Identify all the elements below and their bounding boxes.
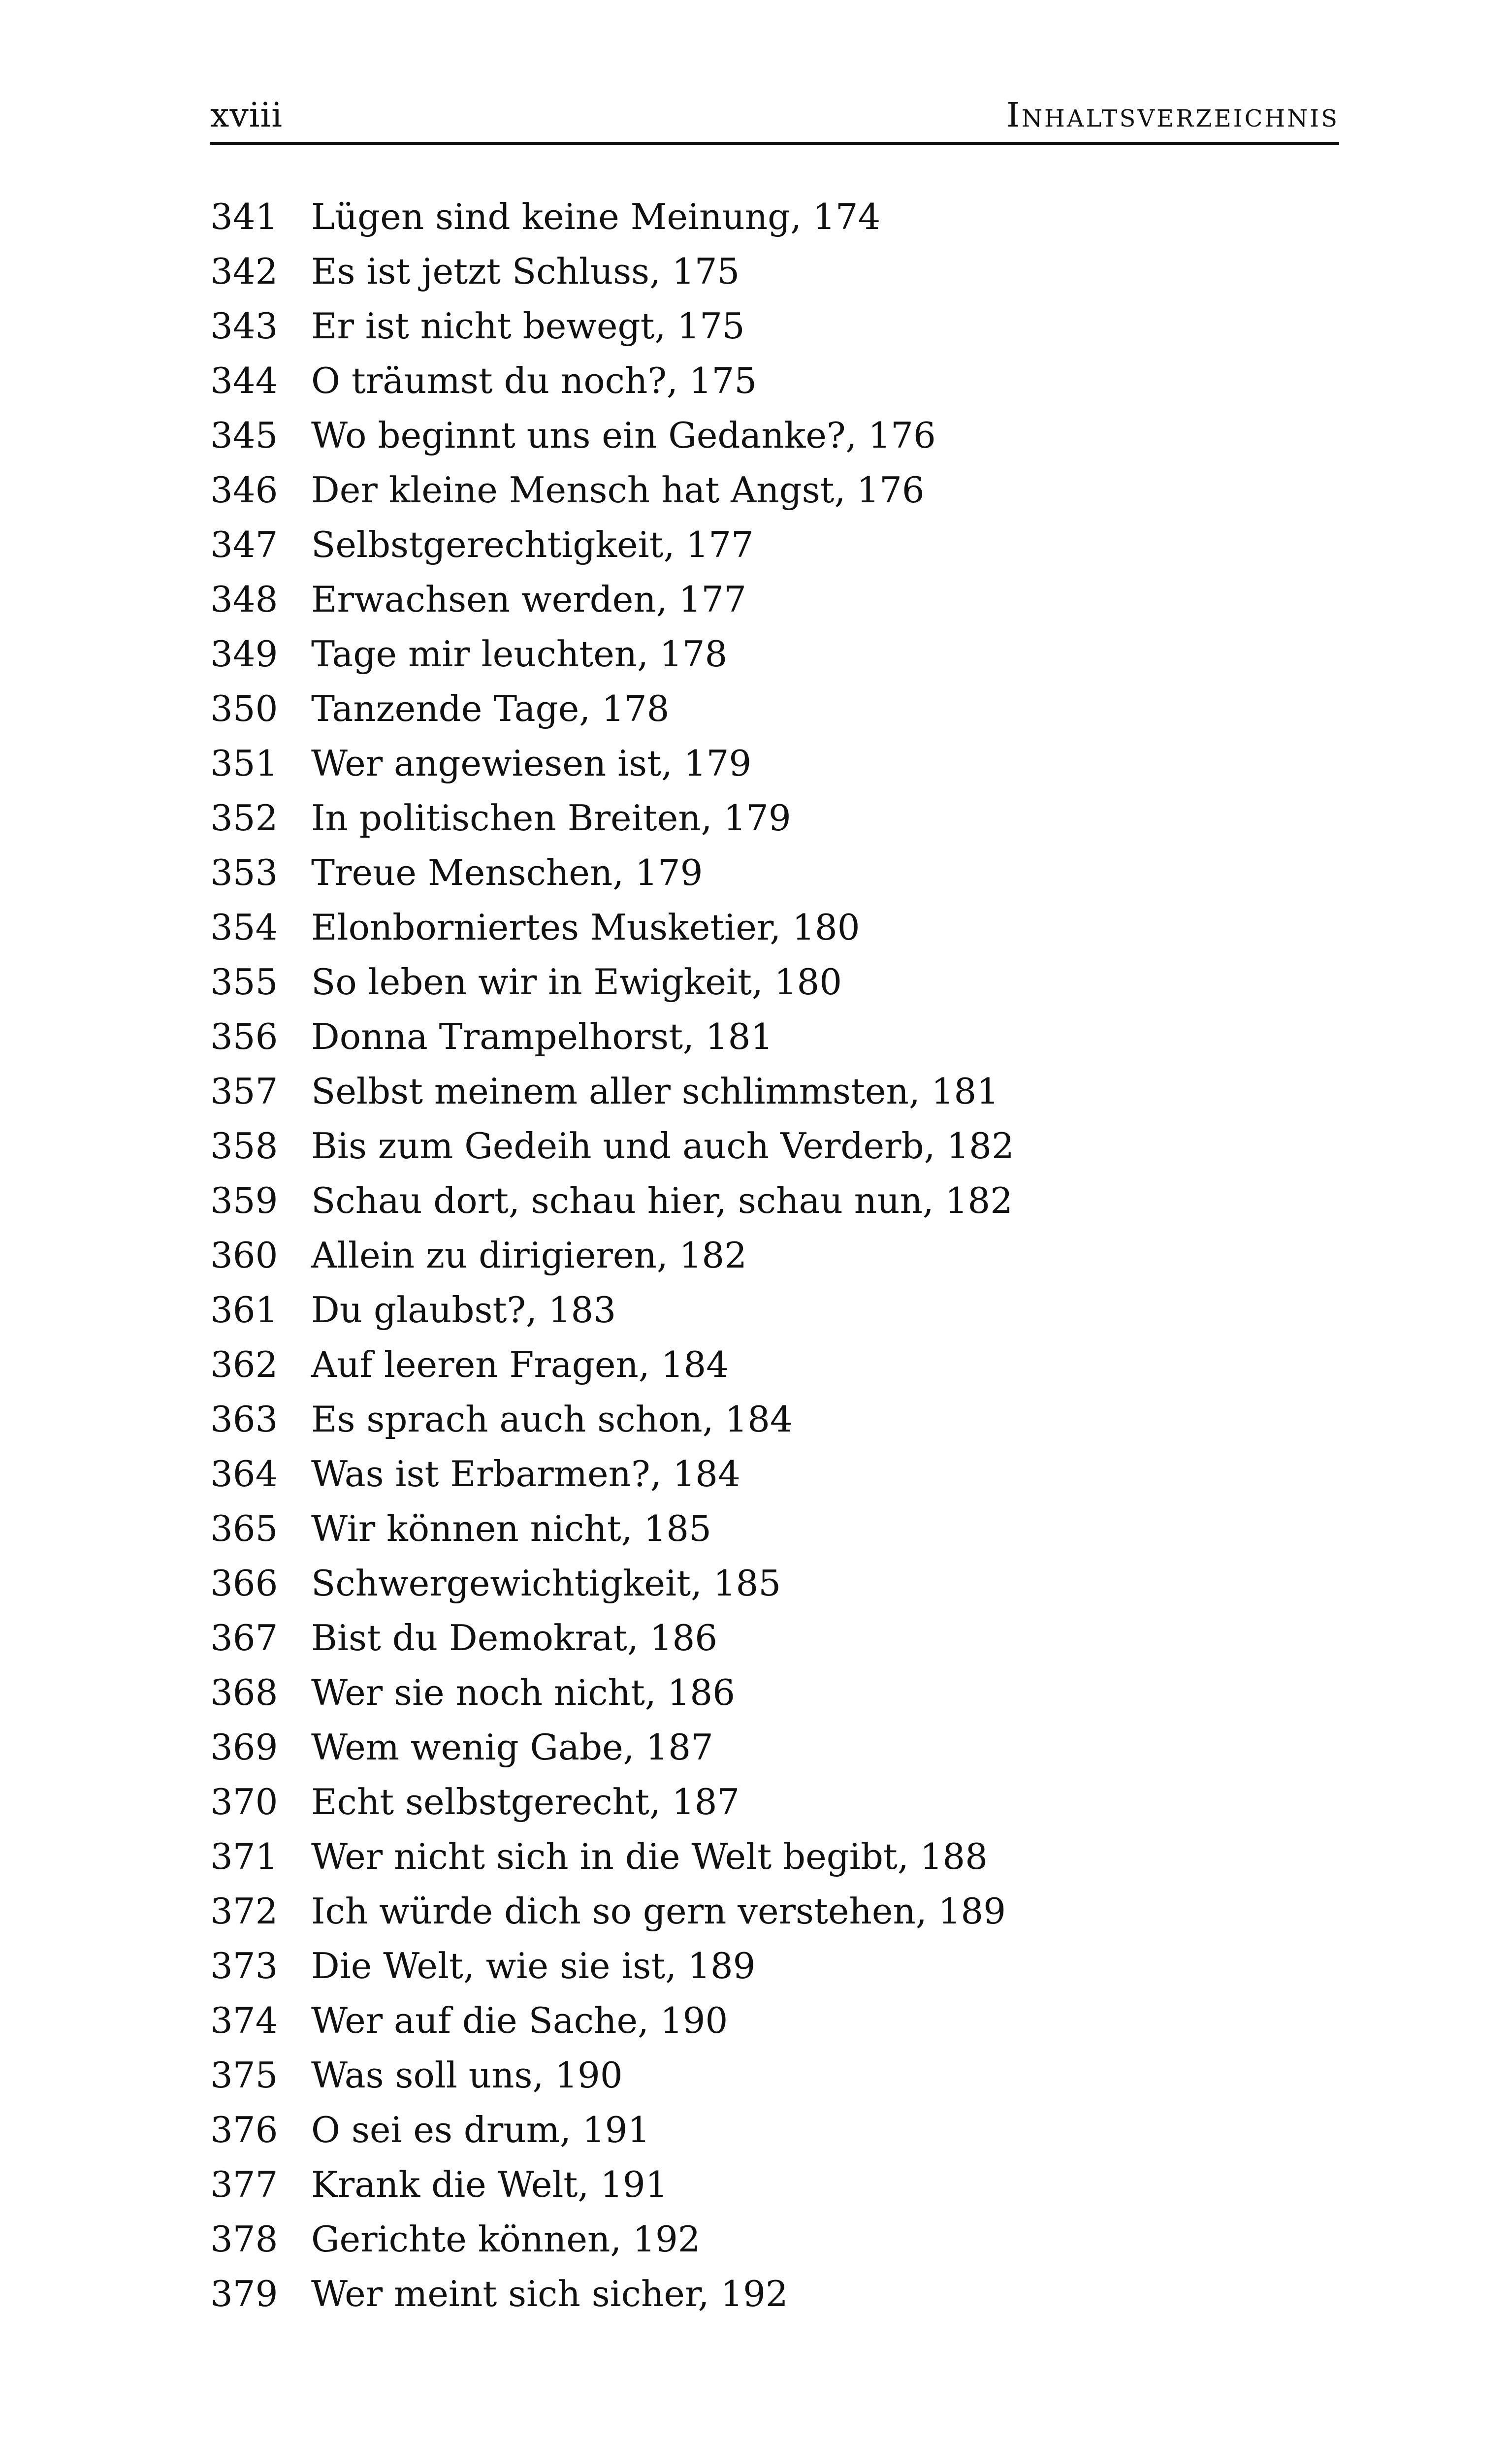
toc-entry — [210, 1173, 1339, 1228]
toc-entry-number: 363 — [210, 1399, 278, 1440]
toc-entry-title: Wo beginnt uns ein Gedanke?, 176 — [311, 415, 936, 456]
toc-entry-title: Treue Menschen, 179 — [311, 852, 703, 893]
toc-entry-number: 359 — [210, 1180, 278, 1221]
toc-entry — [210, 1829, 1339, 1884]
toc-entry-title: Tanzende Tage, 178 — [311, 688, 670, 729]
toc-entry-number: 352 — [210, 797, 278, 839]
toc-entry — [210, 1447, 1339, 1501]
toc-entry-title: Elonborniertes Musketier, 180 — [311, 907, 860, 948]
toc-entry-number: 375 — [210, 2054, 278, 2096]
toc-entry-title: Es sprach auch schon, 184 — [311, 1399, 793, 1440]
toc-entry — [210, 1993, 1339, 2048]
toc-entry-title: Krank die Welt, 191 — [311, 2164, 668, 2205]
toc-entry-number: 345 — [210, 415, 278, 456]
toc-entry-number: 341 — [210, 196, 278, 237]
toc-entry — [210, 627, 1339, 682]
toc-entry — [210, 2212, 1339, 2267]
toc-entry-number: 354 — [210, 907, 278, 948]
toc-entry — [210, 1884, 1339, 1939]
toc-entry-number: 346 — [210, 469, 278, 511]
toc-entry-title: Wer auf die Sache, 190 — [311, 2000, 728, 2041]
toc-entry-number: 347 — [210, 524, 278, 565]
toc-entry-number: 367 — [210, 1617, 278, 1659]
toc-entry-title: Was soll uns, 190 — [311, 2054, 623, 2096]
toc-entry-title: Er ist nicht bewegt, 175 — [311, 305, 745, 347]
toc-entry — [210, 408, 1339, 463]
page-number: xviii — [210, 96, 283, 135]
toc-entry-title: Bis zum Gedeih und auch Verderb, 182 — [311, 1125, 1014, 1167]
toc-entry-number: 360 — [210, 1235, 278, 1276]
toc-entry-title: Gerichte können, 192 — [311, 2218, 701, 2260]
toc-entry — [210, 1720, 1339, 1775]
toc-entry — [210, 1939, 1339, 1993]
toc-entry-title: Selbst meinem aller schlimmsten, 181 — [311, 1071, 999, 1112]
toc-entry — [210, 900, 1339, 955]
toc-entry-title: Der kleine Mensch hat Angst, 176 — [311, 469, 925, 511]
toc-entry-title: Wer sie noch nicht, 186 — [311, 1672, 736, 1713]
toc-entry — [210, 1337, 1339, 1392]
toc-entry-title: Wer nicht sich in die Welt begibt, 188 — [311, 1836, 988, 1877]
toc-entry-number: 358 — [210, 1125, 278, 1167]
toc-entry — [210, 1283, 1339, 1337]
toc-entry-title: Echt selbstgerecht, 187 — [311, 1781, 740, 1823]
toc-entry-number: 357 — [210, 1071, 278, 1112]
toc-entry — [210, 2048, 1339, 2103]
toc-entry — [210, 354, 1339, 408]
toc-entry-number: 365 — [210, 1508, 278, 1549]
toc-entry-title: Lügen sind keine Meinung, 174 — [311, 196, 881, 237]
toc-entry-title: Die Welt, wie sie ist, 189 — [311, 1945, 756, 1987]
toc-entry-number: 342 — [210, 251, 278, 292]
toc-entry-title: Wer meint sich sicher, 192 — [311, 2273, 788, 2314]
toc-entry — [210, 736, 1339, 791]
toc-entry-title: Tage mir leuchten, 178 — [311, 633, 728, 675]
toc-entry-number: 372 — [210, 1890, 278, 1932]
toc-entry-title: Selbstgerechtigkeit, 177 — [311, 524, 754, 565]
toc-entry-number: 371 — [210, 1836, 278, 1877]
toc-entry — [210, 955, 1339, 1010]
toc-entry-number: 351 — [210, 743, 278, 784]
toc-entry — [210, 1501, 1339, 1556]
toc-entry — [210, 1228, 1339, 1283]
table-of-contents — [210, 190, 1339, 2321]
toc-entry-number: 350 — [210, 688, 278, 729]
toc-entry-title: Wem wenig Gabe, 187 — [311, 1726, 713, 1768]
toc-entry-number: 361 — [210, 1289, 278, 1331]
toc-entry — [210, 791, 1339, 846]
toc-entry — [210, 463, 1339, 518]
toc-entry-title: Donna Trampelhorst, 181 — [311, 1016, 773, 1057]
toc-entry-number: 376 — [210, 2109, 278, 2150]
toc-entry — [210, 518, 1339, 572]
toc-entry-title: Wer angewiesen ist, 179 — [311, 743, 752, 784]
toc-entry-number: 349 — [210, 633, 278, 675]
toc-entry-title: O träumst du noch?, 175 — [311, 360, 757, 401]
toc-entry — [210, 1064, 1339, 1119]
toc-entry — [210, 572, 1339, 627]
toc-entry-number: 379 — [210, 2273, 278, 2314]
toc-entry — [210, 1119, 1339, 1173]
toc-entry-title: Wir können nicht, 185 — [311, 1508, 711, 1549]
toc-entry — [210, 2157, 1339, 2212]
toc-entry — [210, 299, 1339, 354]
toc-entry-number: 369 — [210, 1726, 278, 1768]
running-title: Inhaltsverzeichnis — [1006, 96, 1339, 135]
toc-entry — [210, 1392, 1339, 1447]
toc-entry-title: Ich würde dich so gern verstehen, 189 — [311, 1890, 1006, 1932]
header-rule — [210, 142, 1339, 145]
toc-entry-number: 348 — [210, 579, 278, 620]
toc-entry-title: Schwergewichtigkeit, 185 — [311, 1563, 781, 1604]
toc-entry-number: 362 — [210, 1344, 278, 1385]
toc-entry-title: In politischen Breiten, 179 — [311, 797, 791, 839]
toc-entry — [210, 1665, 1339, 1720]
toc-entry — [210, 1556, 1339, 1611]
toc-entry-number: 364 — [210, 1453, 278, 1495]
toc-entry-title: Es ist jetzt Schluss, 175 — [311, 251, 740, 292]
toc-entry-title: Du glaubst?, 183 — [311, 1289, 616, 1331]
toc-entry-number: 374 — [210, 2000, 278, 2041]
toc-entry-title: So leben wir in Ewigkeit, 180 — [311, 961, 842, 1003]
toc-entry-number: 353 — [210, 852, 278, 893]
toc-entry-title: Auf leeren Fragen, 184 — [311, 1344, 729, 1385]
toc-entry-number: 344 — [210, 360, 278, 401]
toc-entry-number: 366 — [210, 1563, 278, 1604]
toc-entry-title: Was ist Erbarmen?, 184 — [311, 1453, 740, 1495]
toc-entry — [210, 846, 1339, 900]
toc-entry-number: 373 — [210, 1945, 278, 1987]
toc-entry-number: 355 — [210, 961, 278, 1003]
toc-entry — [210, 682, 1339, 736]
toc-entry — [210, 2103, 1339, 2157]
toc-entry-number: 377 — [210, 2164, 278, 2205]
toc-entry — [210, 1611, 1339, 1665]
toc-entry-number: 378 — [210, 2218, 278, 2260]
toc-entry-number: 370 — [210, 1781, 278, 1823]
toc-entry-title: Allein zu dirigieren, 182 — [311, 1235, 747, 1276]
toc-entry — [210, 1775, 1339, 1829]
toc-entry-number: 368 — [210, 1672, 278, 1713]
toc-entry-title: Erwachsen werden, 177 — [311, 579, 746, 620]
toc-entry — [210, 2267, 1339, 2321]
page-header — [210, 94, 1339, 143]
toc-entry-title: O sei es drum, 191 — [311, 2109, 650, 2150]
toc-entry-number: 343 — [210, 305, 278, 347]
toc-entry — [210, 190, 1339, 244]
toc-entry-title: Bist du Demokrat, 186 — [311, 1617, 718, 1659]
toc-entry — [210, 244, 1339, 299]
toc-entry-title: Schau dort, schau hier, schau nun, 182 — [311, 1180, 1013, 1221]
toc-entry-number: 356 — [210, 1016, 278, 1057]
toc-entry — [210, 1010, 1339, 1064]
